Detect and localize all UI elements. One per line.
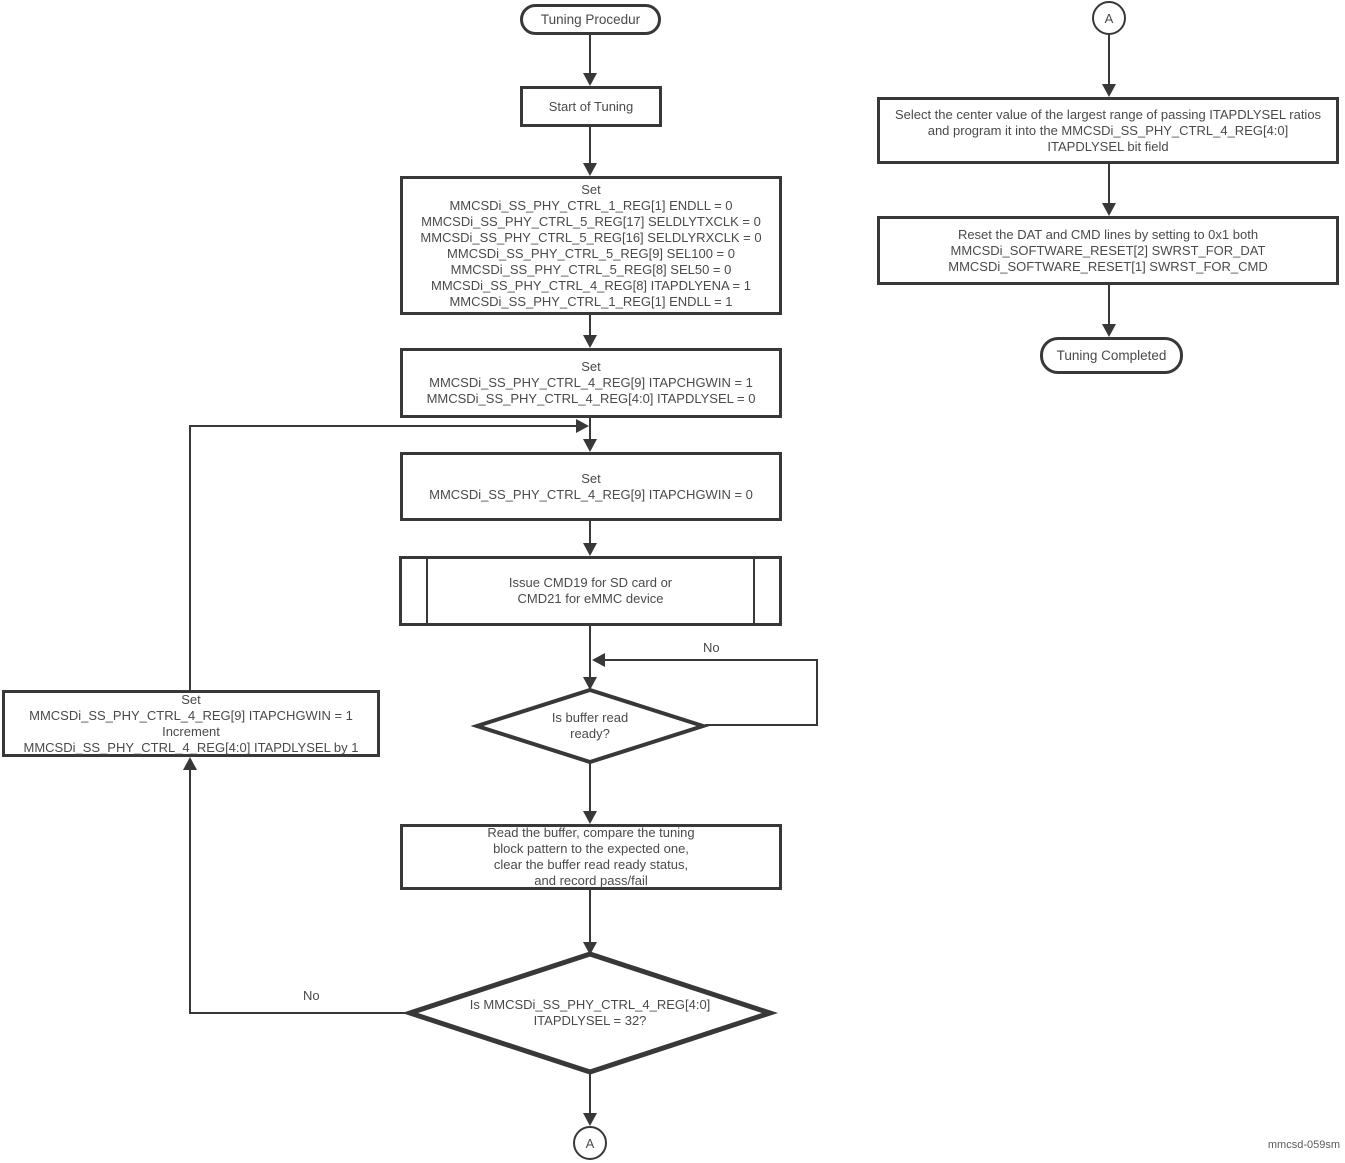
edge-line bbox=[1108, 35, 1110, 84]
edge-no-branch-line bbox=[190, 1012, 408, 1014]
node-line: ready? bbox=[570, 726, 610, 741]
arrowhead-down bbox=[1102, 324, 1116, 337]
arrowhead-down bbox=[583, 1113, 597, 1126]
node-line: Read the buffer, compare the tuning bbox=[487, 825, 695, 840]
edge-line bbox=[589, 763, 591, 811]
connector-label: A bbox=[585, 1135, 595, 1151]
edge-no-loop-line bbox=[816, 659, 818, 726]
node-line: MMCSDi_SOFTWARE_RESET[2] SWRST_FOR_DAT bbox=[950, 242, 1266, 258]
node-line: MMCSDi_SS_PHY_CTRL_5_REG[16] SELDLYRXCLK = 0 bbox=[420, 229, 762, 245]
node-line: MMCSDi_SS_PHY_CTRL_1_REG[1] ENDLL = 0 bbox=[449, 197, 733, 213]
node-close-change-window bbox=[400, 452, 782, 521]
edge-line bbox=[589, 418, 591, 439]
edge-line bbox=[589, 315, 591, 335]
node-line: MMCSDi_SOFTWARE_RESET[1] SWRST_FOR_CMD bbox=[948, 258, 1268, 274]
node-tuning-procedure bbox=[520, 4, 661, 35]
node-increment-tap bbox=[2, 690, 380, 757]
connector-a-top bbox=[1092, 1, 1126, 35]
node-label: Tuning Procedur bbox=[540, 11, 641, 27]
node-line: ITAPDLYSEL bit field bbox=[1047, 138, 1169, 154]
node-line: MMCSDi_SS_PHY_CTRL_4_REG[4:0] ITAPDLYSEL by 1 bbox=[23, 739, 359, 755]
node-line: ITAPDLYSEL = 32? bbox=[533, 1013, 647, 1028]
node-line: MMCSDi_SS_PHY_CTRL_4_REG[9] ITAPCHGWIN = 1 bbox=[29, 707, 353, 723]
node-line: clear the buffer read ready status, bbox=[493, 857, 689, 872]
edge-line bbox=[589, 521, 591, 543]
predefined-process-bar bbox=[753, 559, 755, 623]
edge-no-branch-line bbox=[189, 425, 191, 690]
node-line: Set bbox=[581, 359, 601, 374]
arrowhead-down bbox=[1102, 84, 1116, 97]
node-line: Is buffer read bbox=[551, 710, 629, 725]
edge-line bbox=[589, 127, 591, 163]
decision-text bbox=[500, 699, 680, 753]
arrowhead-down bbox=[583, 163, 597, 176]
edge-no-branch-line bbox=[189, 770, 191, 1014]
arrowhead-down bbox=[1102, 203, 1116, 216]
node-line: Set bbox=[581, 181, 601, 197]
node-line: and record pass/fail bbox=[534, 873, 648, 888]
node-line: MMCSDi_SS_PHY_CTRL_5_REG[8] SEL50 = 0 bbox=[450, 261, 732, 277]
arrowhead-down bbox=[583, 335, 597, 348]
node-select-center bbox=[877, 97, 1339, 164]
node-line: Select the center value of the largest range of passing ITAPDLYSEL ratios bbox=[894, 106, 1322, 122]
node-line: Set bbox=[581, 470, 601, 486]
node-line: MMCSDi_SS_PHY_CTRL_5_REG[17] SELDLYTXCLK = 0 bbox=[421, 213, 761, 229]
connector-label: A bbox=[1104, 10, 1114, 26]
arrowhead-down bbox=[583, 543, 597, 556]
node-line: block pattern to the expected one, bbox=[493, 841, 689, 856]
node-label: Tuning Completed bbox=[1056, 347, 1167, 363]
node-line: CMD21 for eMMC device bbox=[517, 591, 664, 606]
edge-no-loop-line bbox=[705, 724, 818, 726]
arrowhead-down bbox=[583, 811, 597, 824]
node-line: MMCSDi_SS_PHY_CTRL_4_REG[9] ITAPCHGWIN = 1 bbox=[429, 375, 753, 390]
node-line: Is MMCSDi_SS_PHY_CTRL_4_REG[4:0] bbox=[469, 997, 711, 1012]
node-label: Start of Tuning bbox=[548, 98, 634, 114]
edge-label-no: No bbox=[303, 988, 320, 1003]
edge-no-loop-line bbox=[605, 659, 818, 661]
node-line: Set bbox=[181, 691, 201, 707]
node-line: MMCSDi_SS_PHY_CTRL_4_REG[9] ITAPCHGWIN = 0 bbox=[429, 486, 753, 502]
node-line: MMCSDi_SS_PHY_CTRL_4_REG[8] ITAPDLYENA = 1 bbox=[431, 277, 751, 293]
figure-caption: mmcsd-059sm bbox=[1267, 1139, 1340, 1151]
node-read-buffer bbox=[400, 824, 782, 890]
edge-line bbox=[1108, 164, 1110, 203]
node-reset-dat-cmd bbox=[877, 216, 1339, 285]
node-line: Increment bbox=[162, 723, 220, 739]
arrowhead-left bbox=[592, 653, 605, 667]
node-tuning-completed bbox=[1040, 337, 1183, 374]
arrowhead-down bbox=[583, 73, 597, 86]
node-line: Issue CMD19 for SD card or bbox=[508, 575, 673, 590]
edge-feedback-line bbox=[190, 425, 576, 427]
node-open-change-window bbox=[400, 348, 782, 418]
node-line: and program it into the MMCSDi_SS_PHY_CTRL_4_REG[4:0] bbox=[927, 122, 1289, 138]
edge-line bbox=[589, 1072, 591, 1113]
arrowhead-down bbox=[583, 439, 597, 452]
node-line: MMCSDi_SS_PHY_CTRL_4_REG[4:0] ITAPDLYSEL = 0 bbox=[426, 391, 756, 406]
node-start-of-tuning bbox=[520, 86, 662, 127]
edge-line bbox=[589, 626, 591, 677]
arrowhead-right bbox=[576, 419, 589, 433]
decision-text bbox=[440, 988, 740, 1038]
arrowhead-up bbox=[183, 757, 197, 770]
edge-line bbox=[589, 890, 591, 942]
predefined-process-bar bbox=[426, 559, 428, 623]
node-issue-cmd bbox=[399, 556, 782, 626]
node-init-phy bbox=[400, 176, 782, 315]
edge-line bbox=[1108, 285, 1110, 324]
node-line: Reset the DAT and CMD lines by setting to 0x1 both bbox=[957, 226, 1259, 242]
node-line: MMCSDi_SS_PHY_CTRL_5_REG[9] SEL100 = 0 bbox=[447, 245, 735, 261]
edge-line bbox=[589, 34, 591, 74]
connector-a-bottom bbox=[573, 1126, 607, 1160]
edge-label-no: No bbox=[703, 640, 720, 655]
node-line: MMCSDi_SS_PHY_CTRL_1_REG[1] ENDLL = 1 bbox=[449, 293, 733, 309]
